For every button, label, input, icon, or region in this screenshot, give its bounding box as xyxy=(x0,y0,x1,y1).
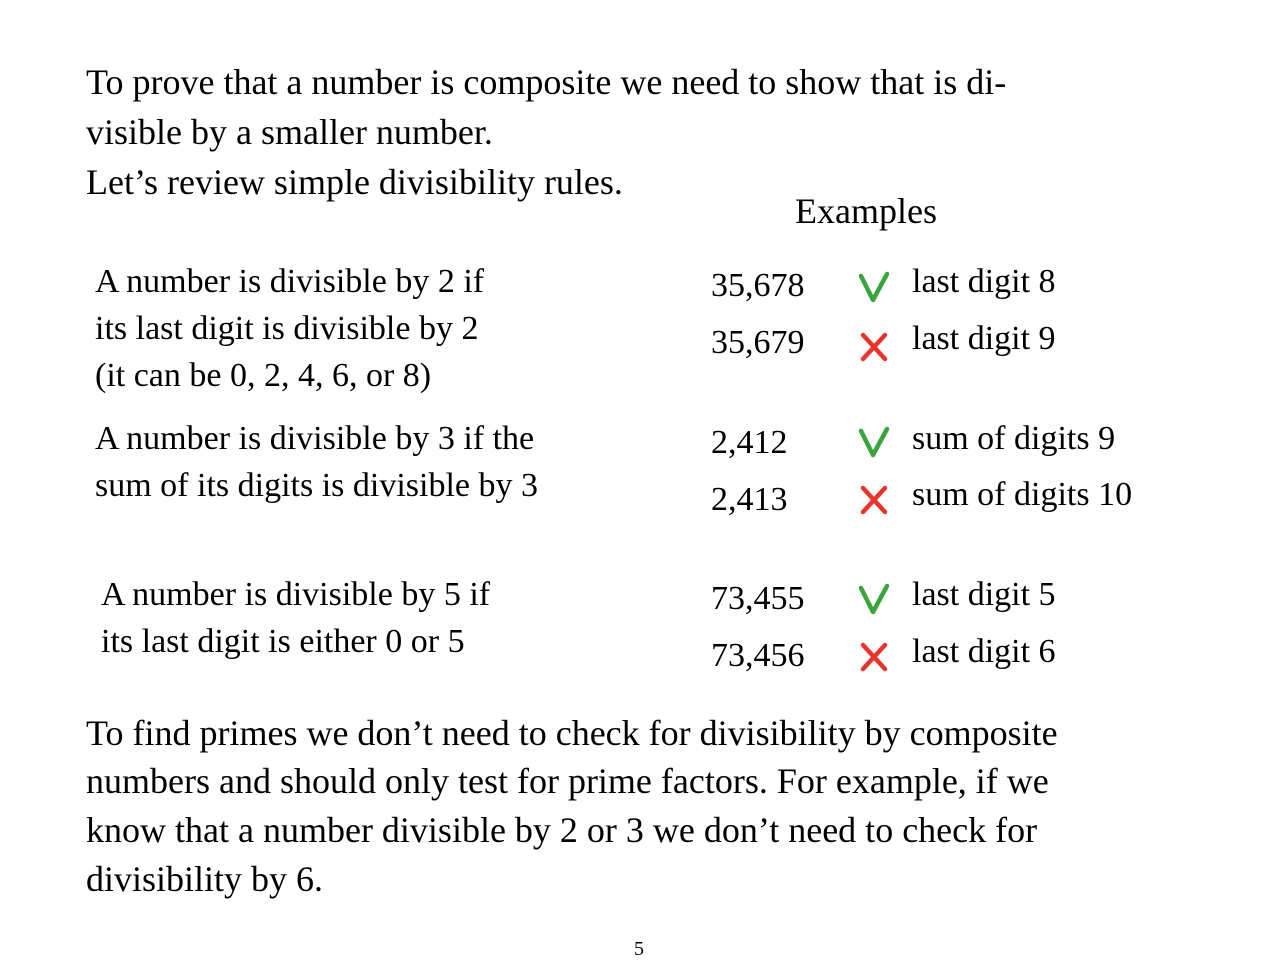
example-note: last digit 5 xyxy=(912,576,1056,613)
cross-icon xyxy=(858,640,890,674)
check-icon xyxy=(858,270,890,304)
intro-line-2: visible by a smaller number. xyxy=(86,112,493,152)
example-note: sum of digits 9 xyxy=(912,420,1116,457)
example-number: 2,413 xyxy=(711,481,788,518)
example-note: last digit 9 xyxy=(912,320,1056,357)
rule-2-line-2: its last digit is divisible by 2 xyxy=(95,310,479,347)
intro-line-1: To prove that a number is composite we need to show that is di- xyxy=(86,62,1007,102)
outro-line-2: numbers and should only test for prime factors. For example, if we xyxy=(86,761,1049,801)
example-number: 35,679 xyxy=(711,324,805,361)
example-note: sum of digits 10 xyxy=(912,476,1133,513)
check-icon xyxy=(858,425,890,459)
rule-2-line-1: A number is divisible by 2 if xyxy=(95,263,485,300)
rule-2-line-3: (it can be 0, 2, 4, 6, or 8) xyxy=(95,357,432,394)
rule-5-line-1: A number is divisible by 5 if xyxy=(101,576,491,613)
examples-heading: Examples xyxy=(795,191,937,231)
outro-line-1: To find primes we don’t need to check for divisibility by composite xyxy=(86,713,1058,753)
check-icon xyxy=(858,582,890,616)
cross-icon xyxy=(858,483,890,517)
example-number: 35,678 xyxy=(711,267,805,304)
page-number: 5 xyxy=(634,938,644,960)
rule-3-line-2: sum of its digits is divisible by 3 xyxy=(95,467,538,504)
example-number: 73,455 xyxy=(711,580,805,617)
example-note: last digit 6 xyxy=(912,633,1056,670)
rule-3-line-1: A number is divisible by 3 if the xyxy=(95,420,535,457)
rule-5-line-2: its last digit is either 0 or 5 xyxy=(101,623,465,660)
outro-line-4: divisibility by 6. xyxy=(86,859,324,899)
outro-line-3: know that a number divisible by 2 or 3 we don’t need to check for xyxy=(86,810,1038,850)
cross-icon xyxy=(858,330,890,364)
example-number: 73,456 xyxy=(711,637,805,674)
example-note: last digit 8 xyxy=(912,263,1056,300)
intro-line-3: Let’s review simple divisibility rules. xyxy=(86,162,623,202)
example-number: 2,412 xyxy=(711,424,788,461)
